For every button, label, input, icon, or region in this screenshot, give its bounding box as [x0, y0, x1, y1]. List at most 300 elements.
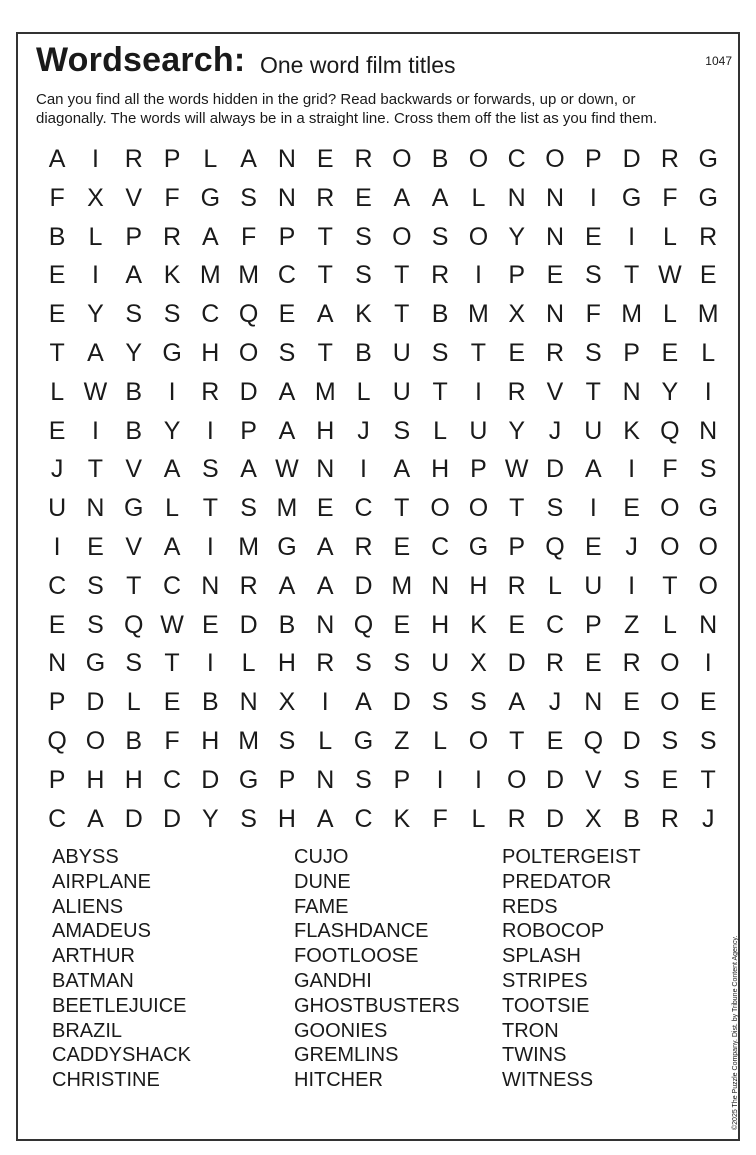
word-list-item[interactable]: SPLASH [502, 945, 581, 968]
grid-cell[interactable]: B [278, 610, 296, 639]
grid-cell[interactable]: Y [163, 416, 181, 445]
grid-cell[interactable]: G [468, 532, 489, 561]
grid-cell[interactable]: K [163, 261, 181, 290]
grid-cell[interactable]: B [623, 804, 640, 833]
grid-cell[interactable]: S [125, 300, 143, 329]
grid-cell[interactable]: G [698, 494, 718, 523]
grid-cell[interactable]: I [704, 649, 712, 678]
grid-cell[interactable]: I [704, 377, 712, 406]
grid-cell[interactable]: S [699, 455, 717, 484]
grid-cell[interactable]: E [661, 338, 679, 367]
grid-cell[interactable]: E [699, 261, 717, 290]
grid-cell[interactable]: M [238, 532, 260, 561]
grid-cell[interactable]: E [623, 494, 640, 523]
grid-cell[interactable]: X [278, 688, 296, 717]
grid-cell[interactable]: A [240, 145, 257, 173]
word-list-item[interactable]: TRON [502, 1019, 559, 1042]
grid-cell[interactable]: T [317, 338, 333, 367]
grid-cell[interactable]: F [432, 804, 448, 833]
word-list-item[interactable]: BEETLEJUICE [52, 994, 187, 1017]
grid-cell[interactable]: L [471, 804, 486, 833]
grid-cell[interactable]: N [545, 222, 565, 251]
grid-cell[interactable]: S [240, 494, 257, 523]
grid-cell[interactable]: L [50, 377, 65, 406]
grid-cell[interactable]: Q [124, 610, 144, 639]
grid-cell[interactable]: S [546, 494, 564, 523]
grid-cell[interactable]: O [85, 726, 106, 755]
grid-cell[interactable]: V [125, 532, 143, 561]
grid-cell[interactable]: L [701, 338, 716, 367]
grid-cell[interactable]: N [86, 494, 105, 523]
word-list-item[interactable]: AMADEUS [52, 920, 151, 943]
grid-cell[interactable]: J [548, 416, 562, 445]
grid-cell[interactable]: N [545, 300, 565, 329]
grid-cell[interactable]: E [316, 145, 334, 173]
grid-cell[interactable]: Z [623, 610, 640, 639]
grid-cell[interactable]: M [391, 571, 413, 600]
grid-cell[interactable]: N [277, 183, 296, 212]
grid-cell[interactable]: T [585, 377, 601, 406]
grid-cell[interactable]: F [240, 222, 257, 251]
grid-cell[interactable]: S [393, 649, 411, 678]
grid-cell[interactable]: B [355, 338, 372, 367]
grid-cell[interactable]: H [86, 765, 105, 794]
grid-cell[interactable]: L [88, 222, 103, 251]
grid-cell[interactable]: D [86, 688, 105, 717]
grid-cell[interactable]: D [392, 688, 411, 717]
grid-cell[interactable]: E [163, 688, 181, 717]
word-list-item[interactable]: DUNE [294, 870, 351, 893]
grid-cell[interactable]: H [431, 610, 450, 639]
grid-cell[interactable]: O [392, 145, 412, 173]
grid-cell[interactable]: Y [201, 804, 219, 833]
grid-cell[interactable]: R [239, 571, 258, 600]
grid-cell[interactable]: S [623, 765, 640, 794]
grid-cell[interactable]: U [392, 377, 411, 406]
grid-cell[interactable]: A [240, 455, 257, 484]
grid-cell[interactable]: G [698, 183, 718, 212]
grid-cell[interactable]: G [698, 145, 718, 173]
grid-cell[interactable]: Z [394, 726, 410, 755]
grid-cell[interactable]: T [623, 261, 640, 290]
grid-cell[interactable]: O [392, 222, 412, 251]
grid-cell[interactable]: Y [661, 377, 679, 406]
grid-cell[interactable]: M [276, 494, 298, 523]
grid-cell[interactable]: I [168, 377, 176, 406]
grid-cell[interactable]: K [623, 416, 640, 445]
grid-cell[interactable]: A [316, 804, 334, 833]
grid-cell[interactable]: E [316, 494, 334, 523]
grid-cell[interactable]: A [48, 145, 66, 173]
grid-cell[interactable]: D [239, 377, 258, 406]
grid-cell[interactable]: S [87, 571, 104, 600]
grid-cell[interactable]: S [584, 338, 602, 367]
grid-cell[interactable]: P [163, 145, 181, 173]
word-list-item[interactable]: CUJO [294, 846, 349, 868]
grid-cell[interactable]: S [163, 300, 181, 329]
grid-cell[interactable]: W [160, 610, 184, 639]
grid-cell[interactable]: N [699, 416, 718, 445]
word-list-item[interactable]: ALIENS [52, 895, 124, 918]
grid-cell[interactable]: X [584, 804, 602, 833]
grid-cell[interactable]: B [48, 222, 66, 251]
grid-cell[interactable]: T [87, 455, 104, 484]
grid-cell[interactable]: Y [87, 300, 104, 329]
grid-cell[interactable]: U [584, 571, 603, 600]
grid-cell[interactable]: S [355, 222, 372, 251]
grid-cell[interactable]: F [49, 183, 65, 212]
grid-cell[interactable]: T [126, 571, 142, 600]
grid-cell[interactable]: T [164, 649, 180, 678]
word-list-item[interactable]: ROBOCOP [502, 920, 605, 943]
grid-cell[interactable]: A [163, 455, 181, 484]
grid-cell[interactable]: V [584, 765, 602, 794]
grid-cell[interactable]: M [238, 726, 260, 755]
word-list-item[interactable]: FOOTLOOSE [294, 945, 419, 968]
grid-cell[interactable]: L [662, 610, 677, 639]
grid-cell[interactable]: D [201, 765, 220, 794]
grid-cell[interactable]: E [508, 338, 526, 367]
grid-cell[interactable]: L [433, 416, 448, 445]
grid-cell[interactable]: E [546, 726, 564, 755]
grid-cell[interactable]: R [660, 804, 679, 833]
grid-cell[interactable]: E [201, 610, 219, 639]
grid-cell[interactable]: E [546, 261, 564, 290]
grid-cell[interactable]: P [278, 765, 296, 794]
grid-cell[interactable]: I [589, 494, 597, 523]
grid-cell[interactable]: R [545, 649, 565, 678]
grid-cell[interactable]: O [660, 649, 680, 678]
grid-cell[interactable]: P [584, 610, 602, 639]
grid-cell[interactable]: P [240, 416, 257, 445]
grid-cell[interactable]: I [628, 455, 636, 484]
grid-cell[interactable]: T [202, 494, 218, 523]
word-list-item[interactable]: BATMAN [52, 969, 134, 992]
grid-cell[interactable]: T [317, 261, 333, 290]
word-list-item[interactable]: FLASHDANCE [294, 920, 429, 943]
grid-cell[interactable]: V [125, 455, 143, 484]
grid-cell[interactable]: T [432, 377, 448, 406]
grid-cell[interactable]: O [506, 765, 527, 794]
word-list-item[interactable]: GOONIES [294, 1019, 388, 1042]
grid-cell[interactable]: L [433, 726, 448, 755]
grid-cell[interactable]: Q [353, 610, 374, 639]
grid-cell[interactable]: E [508, 610, 526, 639]
grid-cell[interactable]: A [163, 532, 181, 561]
grid-cell[interactable]: A [278, 571, 296, 600]
grid-cell[interactable]: R [545, 338, 565, 367]
grid-cell[interactable]: L [356, 377, 371, 406]
word-list-item[interactable]: WITNESS [502, 1069, 594, 1092]
grid-cell[interactable]: T [317, 222, 333, 251]
grid-cell[interactable]: F [164, 726, 180, 755]
grid-cell[interactable]: S [661, 726, 679, 755]
grid-cell[interactable]: L [318, 726, 333, 755]
grid-cell[interactable]: S [431, 338, 449, 367]
grid-cell[interactable]: N [316, 610, 335, 639]
grid-cell[interactable]: D [354, 571, 373, 600]
grid-cell[interactable]: E [393, 532, 411, 561]
grid-cell[interactable]: P [508, 532, 526, 561]
grid-cell[interactable]: S [584, 261, 602, 290]
grid-cell[interactable]: E [584, 532, 602, 561]
grid-cell[interactable]: H [469, 571, 488, 600]
grid-cell[interactable]: S [278, 338, 296, 367]
grid-cell[interactable]: R [163, 222, 182, 251]
grid-cell[interactable]: V [546, 377, 564, 406]
grid-cell[interactable]: B [431, 145, 449, 173]
word-list-item[interactable]: REDS [502, 895, 558, 918]
grid-cell[interactable]: N [699, 610, 718, 639]
grid-cell[interactable]: H [124, 765, 143, 794]
grid-cell[interactable]: B [125, 377, 143, 406]
grid-cell[interactable]: T [394, 494, 410, 523]
grid-cell[interactable]: S [87, 610, 104, 639]
grid-cell[interactable]: D [163, 804, 182, 833]
grid-cell[interactable]: P [393, 765, 411, 794]
grid-cell[interactable]: L [241, 649, 256, 678]
grid-cell[interactable]: H [277, 804, 296, 833]
grid-cell[interactable]: T [470, 338, 487, 367]
grid-cell[interactable]: I [436, 765, 444, 794]
grid-cell[interactable]: N [239, 688, 258, 717]
grid-cell[interactable]: T [509, 726, 525, 755]
word-list-item[interactable]: GANDHI [294, 969, 372, 992]
grid-cell[interactable]: A [316, 300, 334, 329]
grid-cell[interactable]: S [201, 455, 219, 484]
word-list-item[interactable]: POLTERGEIST [502, 846, 641, 868]
grid-cell[interactable]: S [699, 726, 717, 755]
grid-cell[interactable]: T [394, 300, 410, 329]
grid-cell[interactable]: I [91, 145, 99, 173]
grid-cell[interactable]: N [48, 649, 67, 678]
grid-cell[interactable]: A [125, 261, 143, 290]
grid-cell[interactable]: P [508, 261, 526, 290]
grid-cell[interactable]: A [393, 455, 411, 484]
grid-cell[interactable]: D [545, 765, 565, 794]
grid-cell[interactable]: I [321, 688, 329, 717]
grid-cell[interactable]: H [316, 416, 335, 445]
grid-cell[interactable]: P [278, 222, 296, 251]
grid-cell[interactable]: D [239, 610, 258, 639]
grid-cell[interactable]: C [354, 494, 373, 523]
grid-cell[interactable]: P [125, 222, 143, 251]
grid-cell[interactable]: A [508, 688, 526, 717]
grid-cell[interactable]: U [469, 416, 488, 445]
grid-cell[interactable]: I [628, 222, 636, 251]
grid-cell[interactable]: R [699, 222, 718, 251]
grid-cell[interactable]: J [701, 804, 715, 833]
grid-cell[interactable]: G [353, 726, 374, 755]
grid-cell[interactable]: T [394, 261, 410, 290]
grid-cell[interactable]: W [504, 455, 529, 484]
grid-cell[interactable]: D [545, 804, 565, 833]
grid-cell[interactable]: A [278, 377, 296, 406]
grid-cell[interactable]: E [393, 610, 411, 639]
grid-cell[interactable]: J [625, 532, 638, 561]
grid-cell[interactable]: R [316, 183, 335, 212]
grid-cell[interactable]: P [48, 765, 66, 794]
grid-cell[interactable]: U [48, 494, 67, 523]
grid-cell[interactable]: W [83, 377, 108, 406]
grid-cell[interactable]: G [124, 494, 144, 523]
grid-cell[interactable]: I [53, 532, 61, 561]
grid-cell[interactable]: X [87, 183, 104, 212]
grid-cell[interactable]: G [621, 183, 642, 212]
grid-cell[interactable]: F [662, 183, 678, 212]
word-list-item[interactable]: ABYSS [52, 846, 119, 868]
grid-cell[interactable]: N [507, 183, 526, 212]
grid-cell[interactable]: P [470, 455, 487, 484]
grid-cell[interactable]: L [548, 571, 562, 600]
grid-cell[interactable]: O [238, 338, 259, 367]
grid-cell[interactable]: A [584, 455, 602, 484]
grid-cell[interactable]: H [201, 338, 220, 367]
grid-cell[interactable]: C [48, 804, 67, 833]
grid-cell[interactable]: D [507, 649, 526, 678]
grid-cell[interactable]: C [163, 765, 182, 794]
grid-cell[interactable]: T [700, 765, 716, 794]
grid-cell[interactable]: X [470, 649, 487, 678]
grid-cell[interactable]: N [622, 377, 641, 406]
grid-cell[interactable]: Q [583, 726, 604, 755]
grid-cell[interactable]: O [468, 145, 489, 173]
grid-cell[interactable]: O [660, 688, 680, 717]
grid-cell[interactable]: I [206, 416, 214, 445]
grid-cell[interactable]: N [277, 145, 296, 173]
grid-cell[interactable]: A [87, 338, 104, 367]
grid-cell[interactable]: B [125, 416, 143, 445]
grid-cell[interactable]: E [355, 183, 372, 212]
grid-cell[interactable]: I [474, 765, 482, 794]
grid-cell[interactable]: M [314, 377, 336, 406]
grid-cell[interactable]: R [507, 804, 526, 833]
grid-cell[interactable]: P [48, 688, 66, 717]
grid-cell[interactable]: J [357, 416, 370, 445]
grid-cell[interactable]: U [392, 338, 411, 367]
grid-cell[interactable]: J [548, 688, 562, 717]
grid-cell[interactable]: K [393, 804, 411, 833]
grid-cell[interactable]: O [660, 532, 680, 561]
grid-cell[interactable]: E [48, 261, 66, 290]
grid-cell[interactable]: I [589, 183, 597, 212]
grid-cell[interactable]: R [201, 377, 220, 406]
grid-cell[interactable]: N [584, 688, 603, 717]
grid-cell[interactable]: R [507, 571, 526, 600]
grid-cell[interactable]: A [278, 416, 296, 445]
grid-cell[interactable]: J [50, 455, 64, 484]
grid-cell[interactable]: R [431, 261, 450, 290]
grid-cell[interactable]: A [355, 688, 372, 717]
word-list-item[interactable]: PREDATOR [502, 870, 612, 893]
grid-cell[interactable]: P [623, 338, 640, 367]
grid-cell[interactable]: C [431, 532, 450, 561]
grid-cell[interactable]: I [360, 455, 367, 484]
grid-cell[interactable]: A [316, 532, 334, 561]
grid-cell[interactable]: S [355, 261, 372, 290]
grid-cell[interactable]: M [468, 300, 489, 329]
grid-cell[interactable]: S [393, 416, 411, 445]
grid-cell[interactable]: E [661, 765, 679, 794]
grid-cell[interactable]: M [199, 261, 221, 290]
grid-cell[interactable]: Q [238, 300, 259, 329]
grid-cell[interactable]: C [545, 610, 565, 639]
grid-cell[interactable]: S [431, 222, 449, 251]
grid-cell[interactable]: A [431, 183, 449, 212]
grid-cell[interactable]: G [85, 649, 106, 678]
grid-cell[interactable]: E [278, 300, 296, 329]
grid-cell[interactable]: W [275, 455, 299, 484]
grid-cell[interactable]: B [125, 726, 143, 755]
grid-cell[interactable]: X [508, 300, 526, 329]
grid-cell[interactable]: P [584, 145, 602, 173]
grid-cell[interactable]: E [699, 688, 717, 717]
grid-cell[interactable]: C [48, 571, 67, 600]
grid-cell[interactable]: S [240, 183, 257, 212]
grid-cell[interactable]: I [474, 377, 482, 406]
grid-cell[interactable]: Y [125, 338, 143, 367]
grid-cell[interactable]: O [468, 222, 489, 251]
word-list-item[interactable]: TOOTSIE [502, 994, 590, 1017]
grid-cell[interactable]: D [622, 145, 641, 173]
grid-cell[interactable]: N [201, 571, 220, 600]
grid-cell[interactable]: C [277, 261, 296, 290]
word-list-item[interactable]: FAME [294, 895, 349, 918]
grid-cell[interactable]: C [201, 300, 220, 329]
grid-cell[interactable]: G [238, 765, 259, 794]
grid-cell[interactable]: G [162, 338, 182, 367]
grid-cell[interactable]: Y [508, 222, 526, 251]
grid-cell[interactable]: D [124, 804, 143, 833]
grid-cell[interactable]: O [468, 494, 489, 523]
grid-cell[interactable]: R [622, 649, 641, 678]
grid-cell[interactable]: C [354, 804, 373, 833]
grid-cell[interactable]: S [470, 688, 487, 717]
grid-cell[interactable]: O [698, 571, 718, 600]
grid-cell[interactable]: A [393, 183, 411, 212]
grid-cell[interactable]: D [545, 455, 565, 484]
grid-cell[interactable]: S [125, 649, 143, 678]
grid-cell[interactable]: T [49, 338, 65, 367]
grid-cell[interactable]: L [471, 183, 486, 212]
grid-cell[interactable]: I [628, 571, 636, 600]
grid-cell[interactable]: O [430, 494, 450, 523]
grid-cell[interactable]: Q [660, 416, 680, 445]
grid-cell[interactable]: S [355, 649, 372, 678]
grid-cell[interactable]: D [622, 726, 641, 755]
grid-cell[interactable]: N [431, 571, 450, 600]
grid-cell[interactable]: R [507, 377, 526, 406]
grid-cell[interactable]: E [48, 610, 66, 639]
grid-cell[interactable]: Q [47, 726, 67, 755]
grid-cell[interactable]: N [316, 765, 335, 794]
grid-cell[interactable]: U [584, 416, 603, 445]
grid-cell[interactable]: I [206, 532, 214, 561]
grid-cell[interactable]: E [584, 222, 602, 251]
word-list-item[interactable]: CHRISTINE [52, 1069, 160, 1092]
word-list-item[interactable]: ARTHUR [52, 945, 135, 968]
grid-cell[interactable]: L [126, 688, 141, 717]
grid-cell[interactable]: L [203, 145, 218, 173]
grid-cell[interactable]: S [240, 804, 257, 833]
grid-cell[interactable]: I [91, 261, 99, 290]
grid-cell[interactable]: E [48, 300, 66, 329]
grid-cell[interactable]: O [468, 726, 489, 755]
grid-cell[interactable]: H [201, 726, 220, 755]
grid-cell[interactable]: O [660, 494, 680, 523]
grid-cell[interactable]: G [277, 532, 297, 561]
grid-cell[interactable]: L [662, 300, 677, 329]
